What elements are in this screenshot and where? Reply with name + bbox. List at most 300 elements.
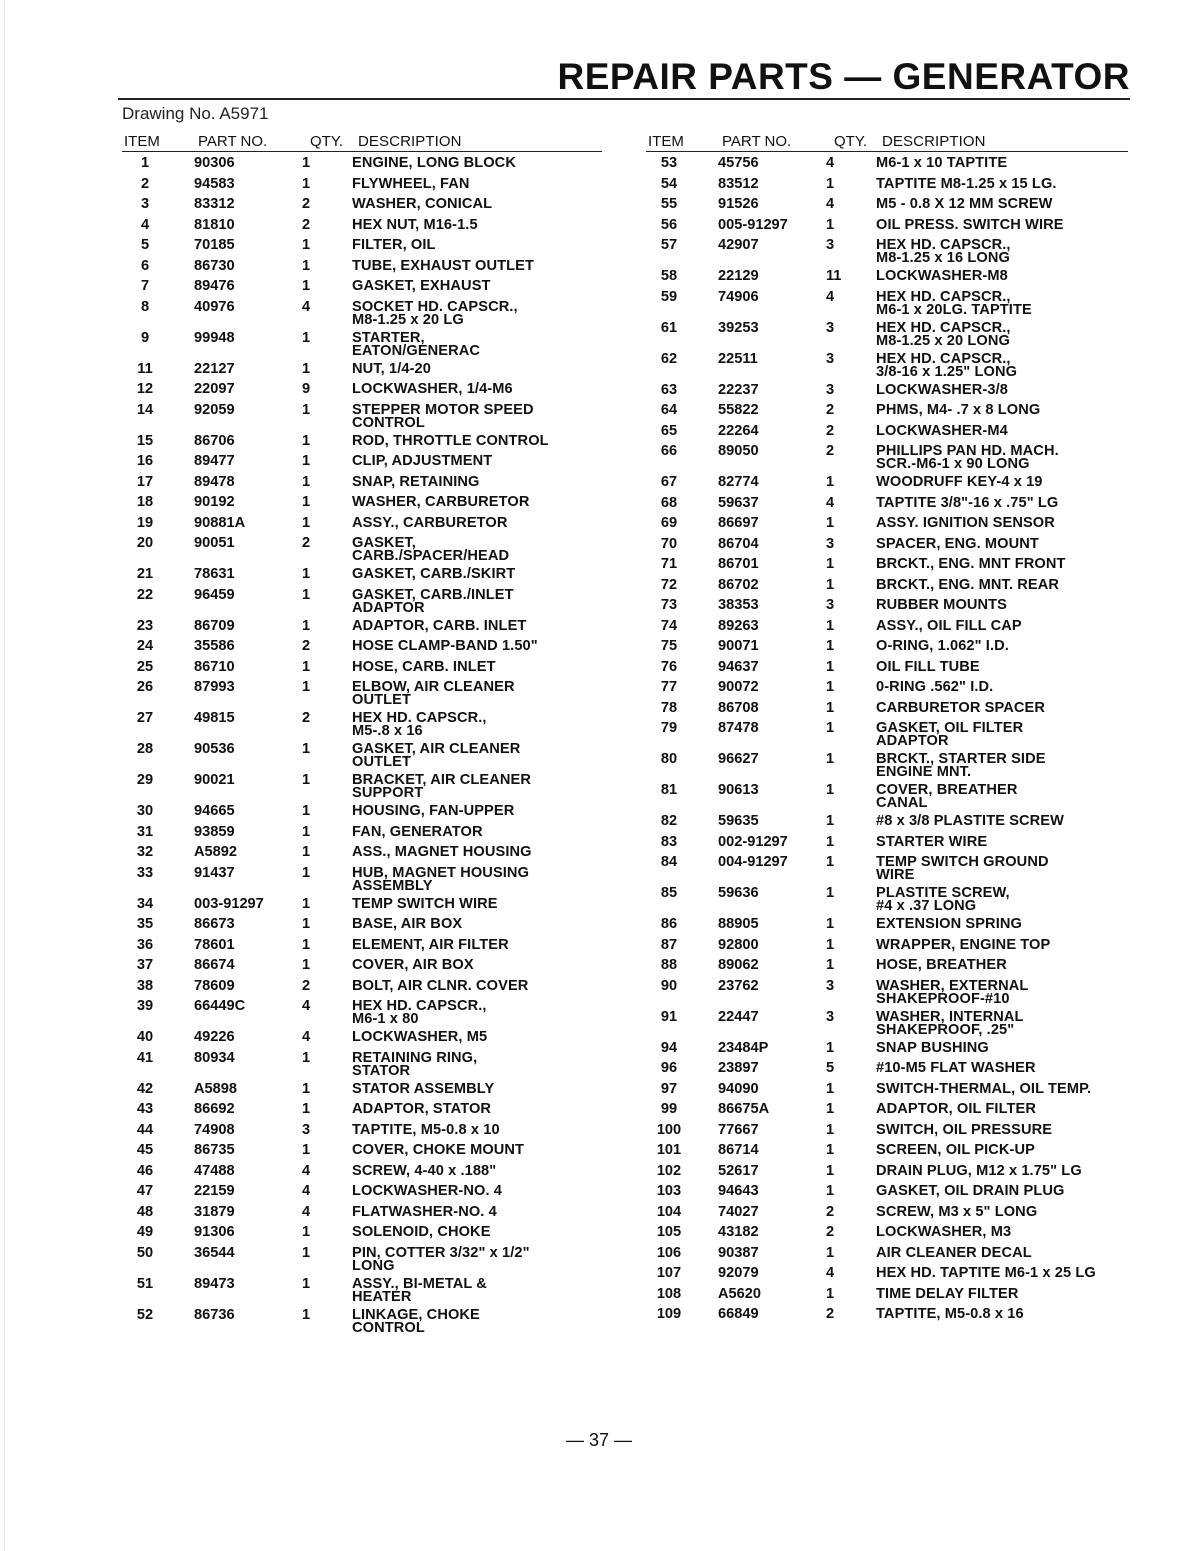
item-number: 20 (136, 535, 154, 551)
part-number: A5898 (194, 1080, 238, 1097)
table-row (646, 152, 1128, 173)
item-number: 15 (136, 432, 154, 449)
description: BOLT, AIR CLNR. COVER (352, 977, 529, 994)
description: HOUSING, FAN-UPPER (352, 803, 515, 819)
table-row (646, 635, 1128, 656)
description: NUT, 1/4-20 (352, 360, 431, 377)
quantity: 1 (826, 515, 835, 531)
quantity: 1 (826, 936, 835, 953)
table-row (646, 913, 1128, 934)
quantity: 1 (302, 617, 311, 634)
quantity: 1 (826, 720, 835, 736)
item-number: 16 (136, 453, 154, 469)
part-number: 89476 (194, 278, 235, 294)
item-number: 32 (136, 844, 154, 860)
item-number: 50 (136, 1244, 154, 1261)
item-number: 44 (136, 1121, 154, 1138)
table-row (122, 1078, 602, 1099)
item-number: 91 (660, 1008, 678, 1025)
table-row (122, 821, 602, 842)
item-number: 76 (660, 658, 678, 675)
part-number: 86697 (718, 515, 759, 531)
item-number: 4 (140, 216, 150, 233)
item-number: 107 (656, 1265, 682, 1281)
part-number: 86701 (718, 556, 759, 572)
item-number: 101 (656, 1142, 682, 1158)
table-row (646, 748, 1128, 779)
quantity: 4 (302, 1203, 311, 1220)
description: BRACKET, AIR CLEANER SUPPORT (352, 772, 532, 801)
description: HOSE, BREATHER (876, 957, 1007, 973)
part-number: 87478 (718, 720, 759, 736)
item-number: 12 (136, 381, 154, 397)
item-number: 31 (136, 823, 154, 840)
quantity: 1 (302, 772, 311, 788)
quantity: 2 (826, 402, 835, 418)
description: TIME DELAY FILTER (876, 1285, 1019, 1302)
item-number: 103 (656, 1183, 682, 1199)
quantity: 1 (826, 1244, 835, 1261)
description: COVER, AIR BOX (352, 957, 474, 973)
description: ASSY. IGNITION SENSOR (876, 515, 1055, 531)
table-row (646, 265, 1128, 286)
table-row (646, 379, 1128, 400)
description: LOCKWASHER-M8 (876, 268, 1008, 284)
quantity: 1 (302, 803, 311, 819)
part-number: 90051 (194, 535, 235, 551)
quantity: 2 (302, 216, 311, 233)
item-number: 54 (660, 175, 678, 192)
quantity: 1 (826, 1142, 835, 1158)
quantity: 4 (302, 1162, 311, 1179)
part-number: 90192 (194, 494, 235, 510)
description: GASKET, CARB./INLET ADAPTOR (352, 586, 514, 616)
description: SNAP BUSHING (876, 1039, 989, 1056)
description: HEX HD. CAPSCR., M6-1 x 80 (352, 998, 487, 1027)
part-number: 86702 (718, 576, 759, 593)
part-number: 90306 (194, 155, 235, 171)
part-number: 86735 (194, 1142, 235, 1158)
quantity: 4 (826, 196, 835, 212)
item-number: 21 (136, 566, 154, 582)
description: LOCKWASHER, M5 (352, 1029, 488, 1045)
table-body-right (646, 152, 1128, 1324)
table-row (122, 841, 602, 862)
table-row (646, 173, 1128, 194)
part-number: 42907 (718, 237, 759, 253)
item-number: 36 (136, 936, 154, 953)
header-description: DESCRIPTION (882, 133, 986, 150)
part-number: 86710 (194, 658, 235, 675)
part-number: 22511 (718, 350, 758, 367)
table-row (122, 1180, 602, 1201)
quantity: 1 (826, 1080, 835, 1097)
quantity: 1 (826, 1121, 835, 1138)
quantity: 2 (302, 638, 311, 654)
quantity: 1 (302, 329, 311, 346)
part-number: 49815 (194, 710, 235, 726)
quantity: 1 (302, 1244, 311, 1261)
description: STARTER, EATON/GENERAC (352, 329, 481, 359)
item-number: 86 (660, 916, 678, 932)
quantity: 1 (302, 401, 311, 418)
description: SNAP, RETAINING (352, 473, 480, 490)
table-row (122, 1047, 602, 1078)
description: HEX NUT, M16-1.5 (352, 216, 478, 233)
item-number: 27 (136, 710, 154, 726)
part-number: 66449C (194, 998, 246, 1014)
table-row (646, 399, 1128, 420)
quantity: 1 (826, 1039, 835, 1056)
description: LOCKWASHER, M3 (876, 1224, 1012, 1240)
description: SWITCH, OIL PRESSURE (876, 1121, 1053, 1138)
description: LINKAGE, CHOKE CONTROL (352, 1306, 480, 1336)
quantity: 3 (826, 381, 835, 398)
table-row (646, 286, 1128, 317)
quantity: 1 (826, 1101, 835, 1117)
description: STEPPER MOTOR SPEED CONTROL (352, 401, 534, 431)
table-row (646, 717, 1128, 748)
table-row (646, 594, 1128, 615)
description: FILTER, OIL (352, 237, 436, 253)
table-row (646, 934, 1128, 955)
part-number: 86709 (194, 617, 235, 634)
header-description: DESCRIPTION (358, 133, 462, 150)
item-number: 7 (140, 278, 150, 294)
quantity: 9 (302, 381, 311, 397)
part-number: 002-91297 (718, 833, 788, 850)
part-number: 94090 (718, 1080, 759, 1097)
description: HOSE CLAMP-BAND 1.50" (352, 638, 538, 654)
table-row (122, 769, 602, 800)
quantity: 2 (302, 535, 311, 551)
part-number: 86673 (194, 916, 235, 932)
item-number: 100 (656, 1121, 682, 1138)
item-number: 73 (660, 597, 678, 613)
part-number: 86704 (718, 535, 759, 552)
quantity: 4 (302, 998, 311, 1014)
quantity: 1 (302, 1275, 311, 1292)
quantity: 2 (826, 443, 835, 459)
item-number: 45 (136, 1142, 154, 1158)
header-qty: QTY. (310, 133, 344, 150)
table-row (646, 1303, 1128, 1324)
table-row (122, 1026, 602, 1047)
quantity: 1 (826, 474, 835, 490)
header-part-no: PART NO. (198, 133, 268, 150)
part-number: 003-91297 (194, 895, 264, 912)
quantity: 1 (826, 782, 835, 798)
table-row (122, 399, 602, 430)
quantity: 1 (826, 1162, 835, 1179)
item-number: 23 (136, 617, 154, 634)
quantity: 1 (302, 895, 311, 912)
quantity: 1 (302, 1306, 311, 1323)
description: ADAPTOR, OIL FILTER (876, 1101, 1037, 1117)
description: WASHER, INTERNAL SHAKEPROOF, .25" (876, 1008, 1024, 1038)
item-number: 35 (136, 916, 154, 932)
description: GASKET, OIL DRAIN PLUG (876, 1183, 1065, 1199)
quantity: 1 (302, 453, 311, 469)
table-row (646, 615, 1128, 636)
quantity: 1 (302, 1049, 311, 1066)
description: ELEMENT, AIR FILTER (352, 936, 509, 953)
part-number: 86692 (194, 1101, 235, 1117)
table-row (122, 563, 602, 584)
parts-table-left (122, 130, 602, 1335)
part-number: 92079 (718, 1265, 759, 1281)
header-item: ITEM (648, 133, 684, 150)
description: M5 - 0.8 X 12 MM SCREW (876, 196, 1053, 212)
table-row (646, 1006, 1128, 1037)
item-number: 59 (660, 288, 678, 305)
item-number: 67 (660, 474, 678, 490)
description: RUBBER MOUNTS (876, 597, 1008, 613)
description: GASKET, CARB./SPACER/HEAD (352, 535, 510, 564)
item-number: 55 (660, 196, 678, 212)
description: HEX HD. CAPSCR., M6-1 x 20LG. TAPTITE (876, 288, 1032, 318)
item-number: 40 (136, 1029, 154, 1045)
description: ASSY., BI-METAL & HEATER (352, 1275, 487, 1305)
quantity: 4 (826, 494, 835, 511)
quantity: 1 (302, 155, 311, 171)
part-number: 94637 (718, 658, 759, 675)
table-row (122, 193, 602, 214)
description: O-RING, 1.062" I.D. (876, 638, 1009, 654)
table-row (122, 275, 602, 296)
part-number: 74906 (718, 288, 759, 305)
part-number: 91437 (194, 864, 235, 881)
part-number: 91306 (194, 1224, 235, 1240)
part-number: 47488 (194, 1162, 235, 1179)
quantity: 3 (826, 350, 835, 367)
item-number: 69 (660, 515, 678, 531)
quantity: 1 (826, 679, 835, 695)
table-row (122, 738, 602, 769)
part-number: 38353 (718, 597, 759, 613)
description: AIR CLEANER DECAL (876, 1244, 1032, 1261)
item-number: 52 (136, 1306, 154, 1323)
description: ASS., MAGNET HOUSING (352, 844, 532, 860)
description: PHILLIPS PAN HD. MACH. SCR.-M6-1 x 90 LONG (876, 443, 1059, 472)
part-number: 005-91297 (718, 216, 788, 233)
table-row (122, 893, 602, 914)
page-number: — 37 — (565, 1430, 633, 1450)
part-number: 22237 (718, 381, 759, 398)
part-number: 94665 (194, 803, 235, 819)
item-number: 1 (140, 155, 150, 171)
description: WASHER, CONICAL (352, 196, 493, 212)
table-row (122, 913, 602, 934)
table-row (646, 851, 1128, 882)
item-number: 96 (660, 1060, 678, 1076)
item-number: 39 (136, 998, 154, 1014)
table-row (646, 512, 1128, 533)
item-number: 74 (660, 617, 678, 634)
item-number: 6 (140, 257, 150, 274)
item-number: 57 (660, 237, 678, 253)
table-row (122, 1242, 602, 1273)
item-number: 70 (660, 535, 678, 552)
part-number: 90021 (194, 772, 235, 788)
table-row (122, 635, 602, 656)
part-number: 90536 (194, 741, 235, 757)
item-number: 9 (140, 329, 150, 346)
quantity: 1 (302, 278, 311, 294)
description: PLASTITE SCREW, #4 x .37 LONG (876, 885, 1010, 914)
part-number: 89478 (194, 473, 235, 490)
table-row (646, 882, 1128, 913)
quantity: 3 (826, 535, 835, 552)
quantity: 1 (302, 741, 311, 757)
item-number: 25 (136, 658, 154, 675)
quantity: 1 (826, 617, 835, 634)
description: BRCKT., STARTER SIDE ENGINE MNT. (876, 751, 1046, 780)
description: #10-M5 FLAT WASHER (876, 1060, 1036, 1076)
table-row (122, 800, 602, 821)
table-body-left (122, 152, 602, 1335)
table-row (122, 512, 602, 533)
description: LOCKWASHER-M4 (876, 422, 1008, 439)
item-number: 99 (660, 1101, 678, 1117)
description: HEX HD. CAPSCR., M5-.8 x 16 (352, 710, 487, 739)
part-number: A5620 (718, 1285, 762, 1302)
part-number: 86730 (194, 257, 235, 274)
description: SCREW, M3 x 5" LONG (876, 1203, 1038, 1220)
quantity: 1 (302, 237, 311, 253)
quantity: 1 (826, 957, 835, 973)
quantity: 1 (302, 257, 311, 274)
item-number: 72 (660, 576, 678, 593)
description: TAPTITE M8-1.25 x 15 LG. (876, 175, 1057, 192)
description: WRAPPER, ENGINE TOP (876, 936, 1051, 953)
item-number: 49 (136, 1224, 154, 1240)
description: COVER, BREATHER CANAL (876, 782, 1018, 811)
description: STARTER WIRE (876, 833, 988, 850)
quantity: 4 (826, 288, 835, 305)
part-number: 90071 (718, 638, 759, 654)
table-row (646, 348, 1128, 379)
part-number: 96627 (718, 751, 759, 767)
quantity: 1 (302, 586, 311, 603)
quantity: 1 (826, 216, 835, 233)
quantity: 1 (302, 679, 311, 695)
description: HEX HD. CAPSCR., 3/8-16 x 1.25" LONG (876, 350, 1018, 380)
item-number: 85 (660, 885, 678, 901)
quantity: 1 (826, 916, 835, 932)
parts-table-right (646, 130, 1128, 1324)
quantity: 2 (302, 977, 311, 994)
table-row (646, 533, 1128, 554)
item-number: 81 (660, 782, 678, 798)
description: ADAPTOR, STATOR (352, 1101, 492, 1117)
scan-edge-line (4, 0, 5, 1551)
quantity: 1 (826, 833, 835, 850)
table-row (646, 1119, 1128, 1140)
table-row (122, 358, 602, 379)
table-row (122, 378, 602, 399)
description: PIN, COTTER 3/32" x 1/2" LONG (352, 1244, 530, 1274)
table-row (646, 1139, 1128, 1160)
table-row (122, 1201, 602, 1222)
description: EXTENSION SPRING (876, 916, 1022, 932)
item-number: 3 (140, 196, 150, 212)
part-number: 78609 (194, 977, 235, 994)
table-row (646, 1057, 1128, 1078)
item-number: 71 (660, 556, 678, 572)
description: PHMS, M4- .7 x 8 LONG (876, 402, 1041, 418)
table-row (122, 1139, 602, 1160)
item-number: 5 (140, 237, 150, 253)
item-number: 65 (660, 422, 678, 439)
part-number: 23484P (718, 1039, 769, 1056)
item-number: 24 (136, 638, 154, 654)
description: WASHER, EXTERNAL SHAKEPROOF-#10 (876, 977, 1029, 1007)
item-number: 11 (137, 360, 153, 377)
part-number: 89263 (718, 617, 759, 634)
table-row (122, 430, 602, 451)
item-number: 33 (136, 864, 154, 881)
quantity: 3 (826, 319, 835, 336)
description: TUBE, EXHAUST OUTLET (352, 257, 534, 274)
description: SCREEN, OIL PICK-UP (876, 1142, 1035, 1158)
table-row (646, 975, 1128, 1006)
page-title: REPAIR PARTS — GENERATOR (557, 56, 1130, 97)
quantity: 4 (302, 1183, 311, 1199)
table-row (122, 676, 602, 707)
quantity: 2 (302, 196, 311, 212)
item-number: 109 (656, 1306, 682, 1322)
description: HEX HD. CAPSCR., M8-1.25 x 20 LONG (876, 319, 1011, 349)
description: RETAINING RING, STATOR (352, 1049, 478, 1079)
description: HEX HD. TAPTITE M6-1 x 25 LG (876, 1265, 1096, 1281)
quantity: 1 (302, 175, 311, 192)
part-number: 39253 (718, 319, 759, 336)
quantity: 1 (302, 823, 311, 840)
quantity: 2 (302, 710, 311, 726)
part-number: 74027 (718, 1203, 759, 1220)
table-row (122, 656, 602, 677)
quantity: 1 (302, 1142, 311, 1158)
description: FLYWHEEL, FAN (352, 175, 470, 192)
item-number: 41 (136, 1049, 154, 1066)
quantity: 1 (826, 658, 835, 675)
table-row (646, 1098, 1128, 1119)
table-row (646, 553, 1128, 574)
part-number: 94643 (718, 1183, 759, 1199)
part-number: 86708 (718, 699, 759, 716)
quantity: 4 (826, 1265, 835, 1281)
table-row (122, 1221, 602, 1242)
item-number: 22 (136, 586, 154, 603)
quantity: 1 (826, 638, 835, 654)
quantity: 11 (826, 268, 842, 284)
description: TAPTITE, M5-0.8 x 16 (876, 1306, 1024, 1322)
table-row (646, 574, 1128, 595)
part-number: 90613 (718, 782, 759, 798)
item-number: 56 (660, 216, 678, 233)
item-number: 79 (660, 720, 678, 736)
header-qty: QTY. (834, 133, 868, 150)
part-number: 80934 (194, 1049, 235, 1066)
part-number: 66849 (718, 1306, 759, 1322)
table-row (646, 193, 1128, 214)
item-number: 105 (656, 1224, 682, 1240)
quantity: 3 (826, 237, 835, 253)
quantity: 1 (302, 957, 311, 973)
item-number: 87 (660, 936, 678, 953)
table-row (646, 779, 1128, 810)
